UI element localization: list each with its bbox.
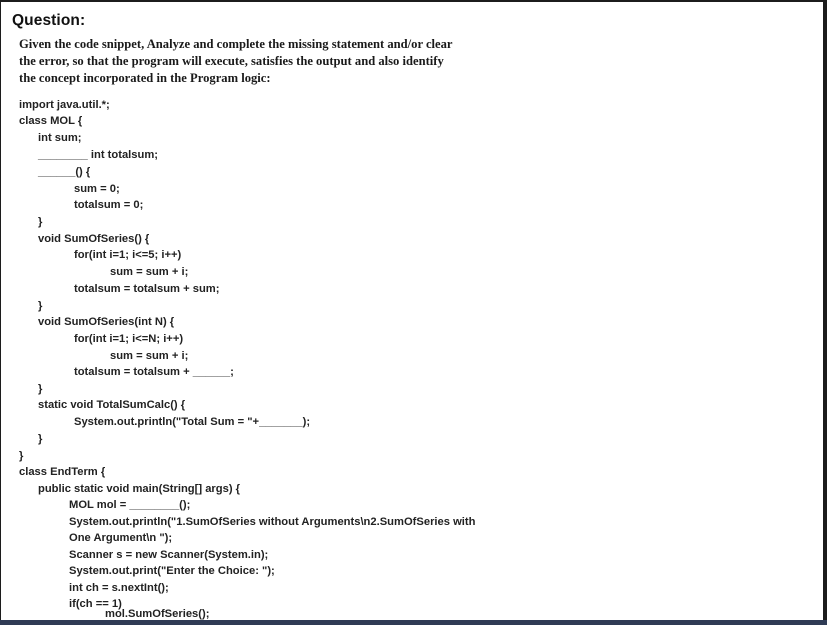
code-line: } <box>19 450 24 462</box>
bottom-edge-bar <box>0 620 827 625</box>
prompt-line: the concept incorporated in the Program logic: <box>19 71 271 85</box>
code-line: totalsum = totalsum + ______; <box>74 366 234 378</box>
code-line: import java.util.*; <box>19 99 110 111</box>
code-line: Scanner s = new Scanner(System.in); <box>69 549 269 561</box>
code-line: static void TotalSumCalc() { <box>38 399 186 411</box>
code-line: void SumOfSeries() { <box>38 233 150 245</box>
code-line: System.out.println("1.SumOfSeries without Arguments\n2.SumOfSeries with <box>69 516 476 528</box>
code-line: totalsum = 0; <box>74 199 144 211</box>
code-line: System.out.print("Enter the Choice: "); <box>69 565 275 577</box>
code-line: int ch = s.nextInt(); <box>69 582 169 594</box>
code-line: ________ int totalsum; <box>38 149 159 161</box>
code-line: int sum; <box>38 132 82 144</box>
code-line: One Argument\n "); <box>69 532 173 544</box>
code-line: for(int i=1; i<=N; i++) <box>74 333 184 345</box>
code-line: public static void main(String[] args) { <box>38 483 241 495</box>
question-heading: Question: <box>12 12 86 29</box>
code-line: sum = sum + i; <box>110 350 189 362</box>
code-line: System.out.println("Total Sum = "+_______); <box>74 416 311 428</box>
code-line: class MOL { <box>19 115 83 127</box>
question-card <box>1 2 823 620</box>
prompt-line: Given the code snippet, Analyze and complete the missing statement and/or clear <box>19 37 453 51</box>
code-line: class EndTerm { <box>19 466 106 478</box>
code-line: MOL mol = ________(); <box>69 499 191 511</box>
prompt-line: the error, so that the program will execute, satisfies the output and also identify <box>19 54 444 68</box>
code-line: mol.SumOfSeries(); <box>105 608 210 620</box>
code-line: } <box>38 216 43 228</box>
code-line: sum = sum + i; <box>110 266 189 278</box>
code-line: totalsum = totalsum + sum; <box>74 283 220 295</box>
code-line: void SumOfSeries(int N) { <box>38 316 175 328</box>
code-line: } <box>38 383 43 395</box>
code-line: sum = 0; <box>74 183 120 195</box>
code-line: if(ch == 1) <box>69 598 122 610</box>
code-line: ______() { <box>38 166 91 178</box>
code-line: } <box>38 300 43 312</box>
code-line: } <box>38 433 43 445</box>
code-line: for(int i=1; i<=5; i++) <box>74 249 182 261</box>
code-snippet <box>1 2 823 620</box>
